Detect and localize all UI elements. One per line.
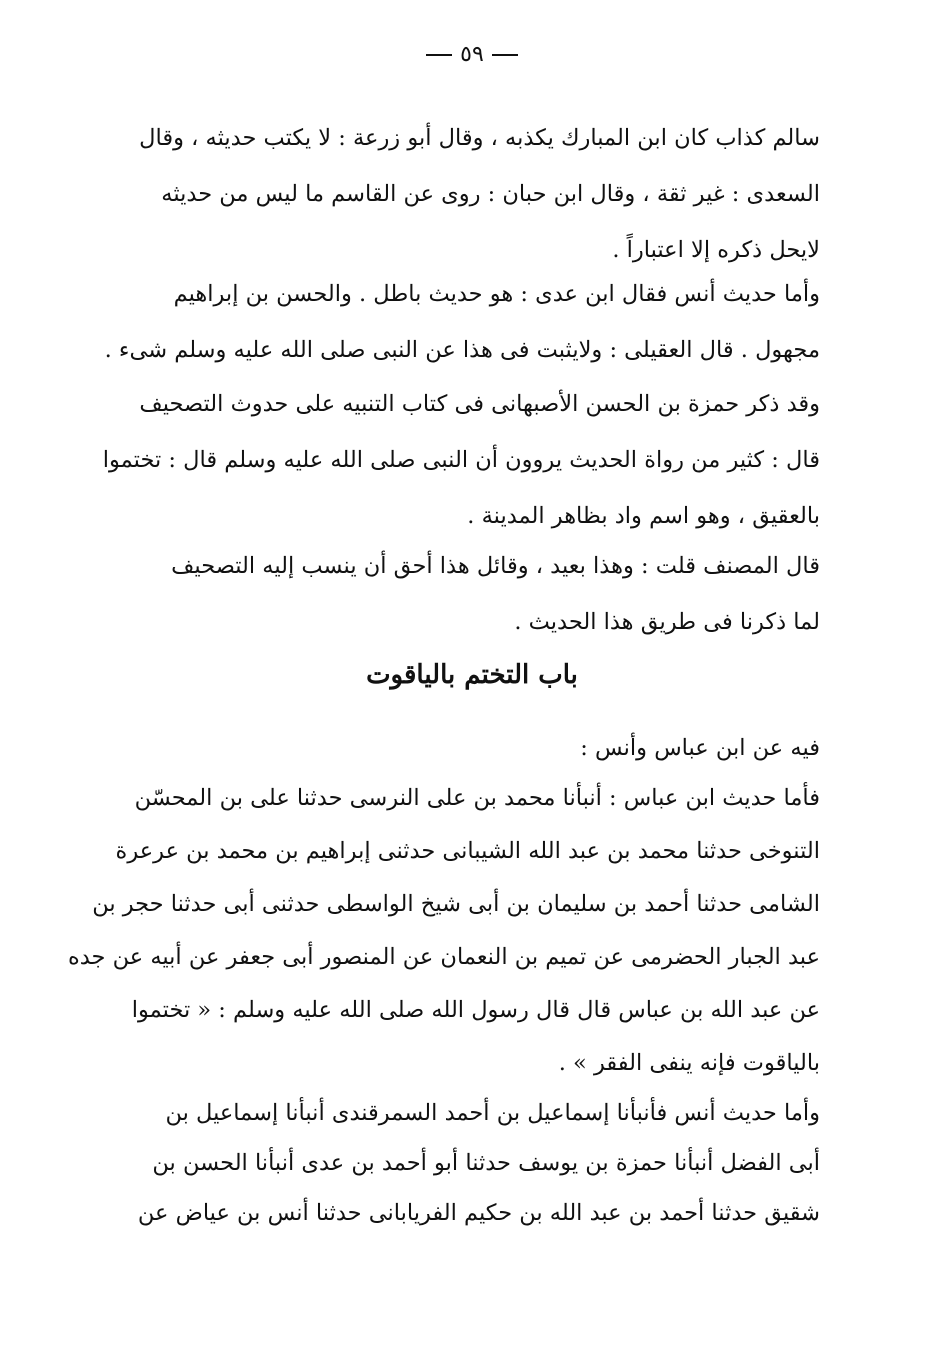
text-line: أبى الفضل أنبأنا حمزة بن يوسف حدثنا أبو أحمد بن عدى أنبأنا الحسن بن: [152, 1150, 820, 1176]
text-line: السعدى : غير ثقة ، وقال ابن حبان : روى عن القاسم ما ليس من حديثه: [161, 181, 820, 207]
text-line: عبد الجبار الحضرمى عن تميم بن النعمان عن المنصور أبى جعفر عن أبيه عن جده: [67, 944, 820, 970]
text-line: سالم كذاب كان ابن المبارك يكذبه ، وقال أبو زرعة : لا يكتب حديثه ، وقال: [139, 125, 820, 151]
paragraph-1: [139, 110, 820, 278]
text-line: عن عبد الله بن عباس قال قال رسول الله صلى الله عليه وسلم : « تختموا: [131, 997, 820, 1023]
paragraph-6: [67, 772, 820, 1090]
text-line: بالياقوت فإنه ينفى الفقر » .: [558, 1050, 820, 1076]
text-line: الشامى حدثنا أحمد بن سليمان بن أبى شيخ الواسطى حدثنى أبى حدثنا حجر بن: [92, 891, 820, 917]
chapter-heading: باب التختم بالياقوت: [366, 660, 578, 690]
text-line: التنوخى حدثنا محمد بن عبد الله الشيبانى حدثنى إبراهيم بن محمد بن عرعرة: [115, 838, 820, 864]
page-number-dash-right: [492, 54, 518, 56]
paragraph-2: [104, 266, 820, 378]
text-line: لما ذكرنا فى طريق هذا الحديث .: [514, 609, 820, 635]
text-line: وأما حديث أنس فقال ابن عدى : هو حديث باطل . والحسن بن إبراهيم: [173, 281, 820, 307]
text-line: وأما حديث أنس فأنبأنا إسماعيل بن أحمد السمرقندى أنبأنا إسماعيل بن: [165, 1100, 820, 1126]
text-line: وقد ذكر حمزة بن الحسن الأصبهانى فى كتاب التنبيه على حدوث التصحيف: [139, 391, 820, 417]
text-line: مجهول . قال العقيلى : ولايثبت فى هذا عن النبى صلى الله عليه وسلم شىء .: [104, 337, 820, 363]
text-line: قال المصنف قلت : وهذا بعيد ، وقائل هذا أحق أن ينسب إليه التصحيف: [171, 553, 820, 579]
text-line: فأما حديث ابن عباس : أنبأنا محمد بن على النرسى حدثنا على بن المحسّن: [134, 785, 820, 811]
paragraph-4: [171, 538, 820, 650]
paragraph-7: [137, 1088, 820, 1238]
page-number-dash-left: [426, 54, 452, 56]
paragraph-5: [176, 720, 820, 776]
text-line: شقيق حدثنا أحمد بن عبد الله بن حكيم الفريابانى حدثنا أنس بن عياض عن: [137, 1200, 820, 1226]
text-line: بالعقيق ، وهو اسم واد بظاهر المدينة .: [467, 503, 820, 529]
text-line: فيه عن ابن عباس وأنس :: [580, 735, 820, 761]
paragraph-3: [102, 376, 820, 544]
text-line: لايحل ذكره إلا اعتباراً .: [612, 237, 820, 263]
page-number: [0, 42, 944, 67]
page-number-text: ٥٩: [460, 42, 484, 67]
text-line: قال : كثير من رواة الحديث يروون أن النبى صلى الله عليه وسلم قال : تختموا: [102, 447, 820, 473]
